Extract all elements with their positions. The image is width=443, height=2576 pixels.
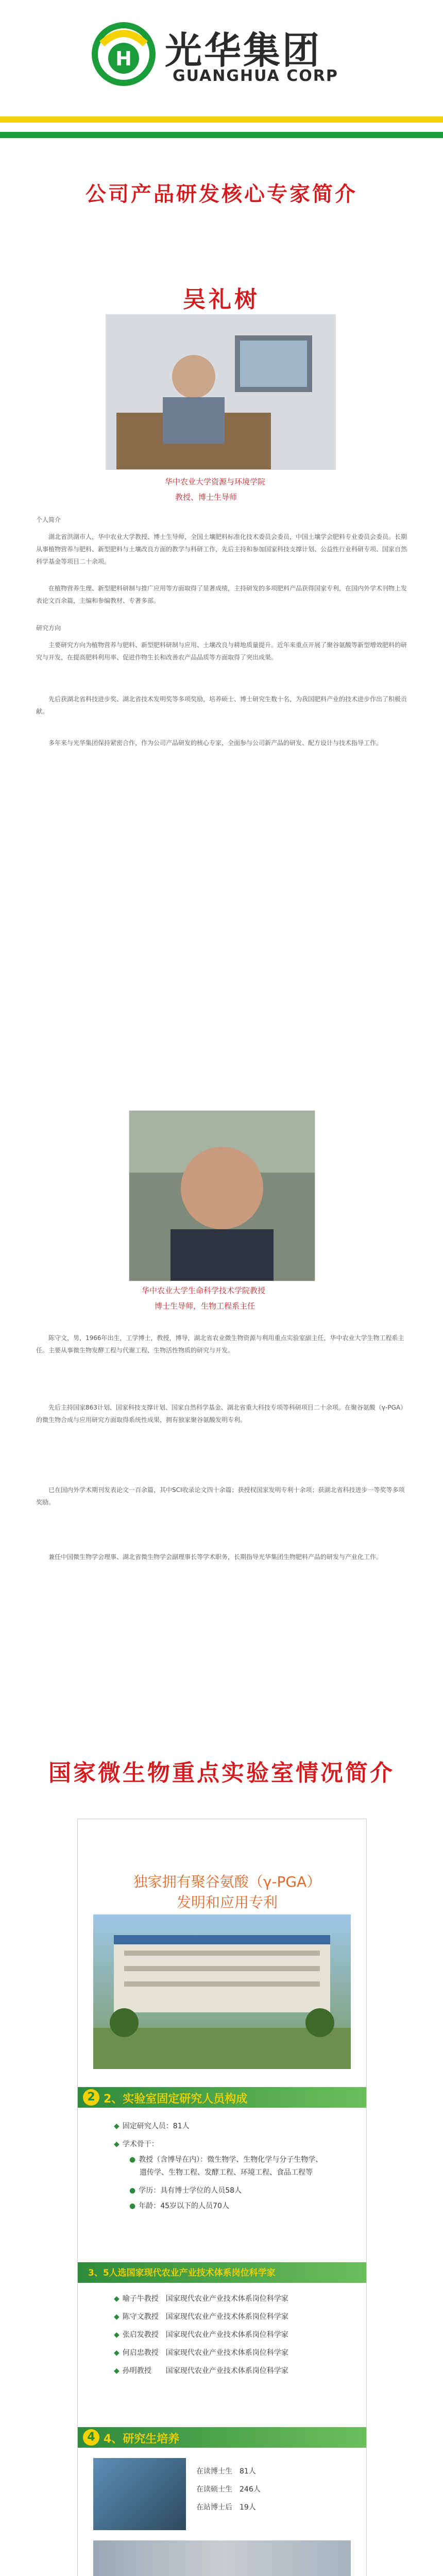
logo-emblem-icon bbox=[88, 18, 160, 90]
logo-en-text: GUANGHUA CORP bbox=[173, 67, 338, 85]
scientist-2: ◆ 陈守文教授 国家现代农业产业技术体系岗位科学家 bbox=[114, 2313, 288, 2321]
staff-6: ● 年龄：45岁以下的人员70人 bbox=[129, 2202, 229, 2210]
svg-text:H: H bbox=[115, 47, 132, 70]
company-logo bbox=[88, 15, 355, 93]
band-4-label: 4、研究生培养 bbox=[104, 2433, 180, 2446]
lab-building-photo bbox=[93, 1914, 351, 2069]
expert2-para-4: 兼任中国微生物学会理事、湖北省微生物学会副理事长等学术职务，长期指导光华集团生物肥料产品的研发与产业化工作。 bbox=[48, 1553, 383, 1561]
expert1-para-4: 先后获湖北省科技进步奖、湖北省技术发明奖等多项奖励，培养硕士、博士研究生数十名，为我国肥料产业的技术进步作出了积极贡献。 bbox=[36, 696, 407, 715]
band-2 bbox=[78, 2087, 366, 2108]
expert2-photo bbox=[129, 1110, 315, 1281]
expert1-subheading: 研究方向 bbox=[36, 624, 61, 632]
expert1-name: 吴礼树 bbox=[183, 286, 260, 313]
grad-1: 在读博士生 81人 bbox=[196, 2467, 256, 2476]
scientist-4: ◆ 何启忠教授 国家现代农业产业技术体系岗位科学家 bbox=[114, 2349, 288, 2357]
patent-title-1: 独家拥有聚谷氨酸（γ-PGA） bbox=[133, 1873, 321, 1890]
scientist-5: ◆ 孙明教授 国家现代农业产业技术体系岗位科学家 bbox=[114, 2367, 288, 2375]
expert1-heading: 个人简介 bbox=[36, 516, 61, 523]
scientist-3: ◆ 张启发教授 国家现代农业产业技术体系岗位科学家 bbox=[114, 2331, 288, 2339]
staff-4: 遗传学、生物工程、发酵工程、环境工程、食品工程等 bbox=[140, 2168, 313, 2177]
section-title-experts: 公司产品研发核心专家简介 bbox=[86, 182, 357, 206]
expert2-caption-2: 博士生导师，生物工程系主任 bbox=[155, 1301, 255, 1311]
expert1-para-3: 主要研究方向为植物营养与肥料、新型肥料研制与应用、土壤改良与耕地质量提升。近年来重点开展了聚谷氨酸等新型增效肥料的研究与开发，在提高肥料利用率、促进作物生长和改善农产品品质等方面取得了突出成果。 bbox=[36, 641, 407, 661]
staff-5: ● 学历：具有博士学位的人员58人 bbox=[129, 2187, 242, 2195]
expert2-para-2: 先后主持国家863计划、国家科技支撑计划、国家自然科学基金、湖北省重大科技专项等科研项目二十余项。在聚谷氨酸（γ-PGA）的微生物合成与应用研究方面取得系统性成果，拥有独家聚谷氨酸发明专利。 bbox=[36, 1404, 407, 1423]
staff-3: ● 教授（含博导在内）：微生物学、生物化学与分子生物学、 bbox=[129, 2156, 323, 2164]
expert1-para-5: 多年来与光华集团保持紧密合作，作为公司产品研发的核心专家，全面参与公司新产品的研发、配方设计与技术指导工作。 bbox=[48, 739, 383, 747]
yellow-stripe bbox=[0, 116, 443, 123]
logo-cn-text: 光华集团 bbox=[165, 29, 322, 72]
patent-title-2: 发明和应用专利 bbox=[176, 1894, 278, 1911]
lab-poster bbox=[77, 1819, 367, 2576]
expert1-para-1: 湖北省洪湖市人，华中农业大学教授、博士生导师，全国土壤肥料标准化技术委员会委员，中国土壤学会肥料专业委员会委员。长期从事植物营养与肥料、新型肥料与土壤改良方面的教学与科研工作，先后主持和参加国家科技支撑计划、公益性行业科研专项、国家自然科学基金等项目二十余项。 bbox=[36, 533, 407, 565]
expert1-para-2: 在植物营养生理、新型肥料研制与推广应用等方面取得了显著成绩，主持研发的多项肥料产品获得国家专利，在国内外学术刊物上发表论文百余篇，主编和参编教材、专著多部。 bbox=[36, 585, 407, 604]
lab-building-illustration bbox=[93, 1914, 351, 2069]
expert1-photo-illustration bbox=[106, 315, 335, 469]
staff-1: ◆ 固定研究人员：81人 bbox=[114, 2122, 190, 2130]
band-3-label: 3、5人选国家现代农业产业技术体系岗位科学家 bbox=[88, 2268, 276, 2278]
expert1-caption-1: 华中农业大学资源与环境学院 bbox=[165, 477, 266, 486]
section-title-lab: 国家微生物重点实验室情况简介 bbox=[48, 1760, 395, 1786]
band-3 bbox=[78, 2262, 366, 2283]
lab-grad-photo bbox=[93, 2458, 186, 2530]
expert2-photo-illustration bbox=[129, 1111, 315, 1281]
grad-3: 在站博士后 19人 bbox=[196, 2503, 256, 2512]
band-2-label: 2、实验室固定研究人员构成 bbox=[104, 2093, 248, 2106]
expert1-photo bbox=[106, 314, 336, 470]
expert2-caption-1: 华中农业大学生命科学技术学院教授 bbox=[142, 1286, 266, 1295]
scientist-1: ◆ 喻子牛教授 国家现代农业产业技术体系岗位科学家 bbox=[114, 2295, 288, 2303]
staff-2: ◆ 学术骨干： bbox=[114, 2140, 159, 2148]
green-stripe bbox=[0, 132, 443, 138]
expert2-para-1: 陈守文，男，1966年出生，工学博士，教授，博导，湖北省农业微生物资源与利用重点实验室副主任，华中农业大学生物工程系主任。主要从事微生物发酵工程与代谢工程、生物活性物质的研究与开发。 bbox=[36, 1334, 404, 1354]
badge-2: 2 bbox=[83, 2089, 99, 2106]
expert1-caption-2: 教授、博士生导师 bbox=[175, 493, 237, 502]
badge-4: 4 bbox=[83, 2429, 99, 2446]
stripe-gap bbox=[0, 123, 443, 132]
group-photo-1 bbox=[93, 2540, 351, 2576]
band-4 bbox=[78, 2427, 366, 2448]
expert2-para-3: 已在国内外学术期刊发表论文一百余篇，其中SCI收录论文四十余篇；获授权国家发明专利十余项；获湖北省科技进步一等奖等多项奖励。 bbox=[36, 1486, 405, 1506]
grad-2: 在读硕士生 246人 bbox=[196, 2485, 261, 2494]
